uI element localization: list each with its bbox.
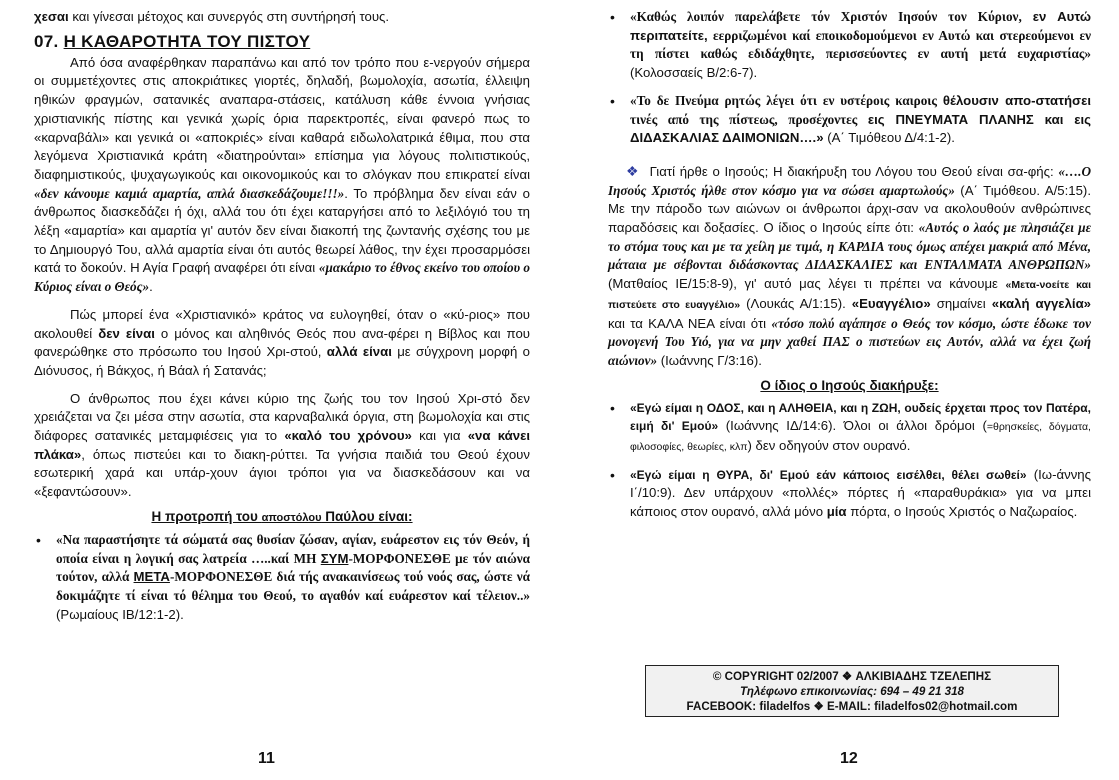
list-item: • «Εγώ είμαι η ΟΔΟΣ, και η ΑΛΗΘΕΙΑ, και η ΖΩΗ, ουδείς έρχεται προς τον Πατέρα, ειμή δι' Εμού» (Ιωάννης ΙΔ/14:6). Όλοι οι άλλοι δρόμοι (=θρησκείες, δόγματα, φιλοσοφίες, θεωρίες, κλπ) δεν οδηγούν στον ουρανό. <box>608 399 1091 457</box>
right-page <box>560 0 1119 780</box>
contact-line: FACEBOOK: filadelfos ❖ E-MAIL: filadelfos02@hotmail.com <box>686 700 1018 713</box>
continued-line: χεσαι και γίνεσαι μέτοχος και συνεργός στη συντήρησή τους. <box>34 9 390 24</box>
list-item: • «Καθώς λοιπόν παρελάβετε τόν Χριστόν Ιησούν τον Κύριον, εν Αυτώ περιπατείτε, εερριζωμένοι καί εποικοδομούμενοι εν Αυτώ και στερεούμενοι εν τη πίστει καθώς εδιδάχθητε, περισσεύοντες εν αυτή μετά ευχαριστίας» (Κολοσσαείς Β/2:6-7). <box>608 8 1091 83</box>
paragraph-why: ❖ Γιατί ήρθε ο Ιησούς; Η διακήρυξη του Λόγου του Θεού είναι σα-φής: «….Ο Ιησούς Χριστός ήλθε στον κόσμο για να σώσει αμαρτωλούς» (Α΄ Τιμόθεου. Α/5:15). Με την πάροδο των αιώνων οι άνθρωποι άρχι-σαν να ακολουθούν ανθρώπινες παραδόσεις και δοξασίες. Ο ίδιος ο Ιησούς είπε ότι: «Αυτός ο λαός με πλησιάζει με το στόμα τους και με τα χείλη με τιμά, η ΚΑΡΔΙΑ τους όμως απέχει μακριά από Μένα, μάταια με σέβονται διδάσκοντας ΔΙΔΑΣΚΑΛΙΕΣ και ΕΝΤΑΛΜΑΤΑ ΑΝΘΡΩΠΩΝ» (Ματθαίος ΙΕ/15:8-9), γι' αυτό μας λέγει τι πρέπει να κάνουμε «Μετα-νοείτε και πιστεύετε στο ευαγγέλιο» (Λουκάς Α/1:15). «Ευαγγέλιο» σημαίνει «καλή αγγελία» και τα ΚΑΛΑ ΝΕΑ είναι ότι «τόσο πολύ αγάπησε ο Θεός τον κόσμο, ώστε έδωκε τον μονογενή Του Υιό, για να μην χαθεί ΠΑΣ ο πιστεύων εις Αυτόν, αλλά να έχει ζωή αιώνιον» (Ιωάννης Γ/3:16). <box>608 162 1092 368</box>
left-page <box>0 0 556 780</box>
phone-line: Τηλέφωνο επικοινωνίας: 694 – 49 21 318 <box>739 685 965 698</box>
page-number-right: 12 <box>840 750 858 767</box>
list-item: • «Να παραστήσητε τά σώματά σας θυσίαν ζώσαν, αγίαν, ευάρεστον εις τόν Θεόν, ή οποία είναι η λογική σας λατρεία …..καί ΜΗ ΣΥΜ-ΜΟΡΦΟΝΕΣΘΕ με τόν αιώνα τούτον, αλλά ΜΕΤΑ-ΜΟΡΦΟΝΕΣΘΕ διά τής ανακαινίσεως τού νοός σας, ώστε νά δοκιμάζητε τί είναι τό θέλημα του Θεού, το αγαθόν καί ευάρεστον καί τέλειον..» (Ρωμαίους ΙΒ/12:1-2). <box>34 531 530 625</box>
exhortation-heading: Η προτροπή του αποστόλου Παύλου είναι: <box>151 508 413 524</box>
list-item: • «Το δε Πνεύμα ρητώς λέγει ότι εν υστέροις καιροις θέλουσιν απο-στατήσει τινές από της πίστεως, προσέχοντες εις ΠΝΕΥΜΑΤΑ ΠΛΑΝΗΣ και εις ΔΙΔΑΣΚΑΛΙΑΣ ΔΑΙΜΟΝΙΩΝ….» (Α΄ Τιμόθεου Δ/4:1-2). <box>608 92 1091 148</box>
right-bullet-list-top <box>608 8 1091 148</box>
left-bullet-list <box>34 531 530 625</box>
page-number-left: 11 <box>258 750 275 767</box>
declared-heading: Ο ίδιος ο Ιησούς διακήρυξε: <box>760 377 939 393</box>
list-item: • «Εγώ είμαι η ΘΥΡΑ, δι' Εμού εάν κάποιος εισέλθει, θέλει σωθεί» (Ιω-άννης Ι΄/10:9). Δεν υπάρχουν «πολλές» πόρτες ή «παραθυράκια» για να μπει κάποιος στον ουρανό, αλλά μόνο μία πόρτα, ο Ιησούς Χριστός ο Ναζωραίος. <box>608 466 1091 522</box>
paragraph-2: Πώς μπορεί ένα «Χριστιανικό» κράτος να ευλογηθεί, όταν ο «κύ-ριος» που ακολουθεί δεν είναι ο μόνος και αληθινός Θεός που ανα-φέρει η Βίβλος και που φανερώθηκε στο πρόσωπο του Ιησού Χρι-στού, αλλά είναι με σύγχρονη μορφή ο Διόνυσος, ή Βάκχος, ή Βάαλ ή Σατανάς; <box>34 306 530 378</box>
diamond-icon: ❖ <box>626 162 640 179</box>
copyright-line: © COPYRIGHT 02/2007 ❖ ΑΛΚΙΒΙΑΔΗΣ ΤΖΕΛΕΠΗΣ <box>712 670 992 683</box>
copyright-box <box>645 665 1059 717</box>
section-heading: 07. Η ΚΑΘΑΡΟΤΗΤΑ ΤΟΥ ΠΙΣΤΟΥ <box>34 31 311 51</box>
paragraph-1: Από όσα αναφέρθηκαν παραπάνω και από τον τρόπο που ε-νεργούν σήμερα οι συμμετέχοντες στις αποκριάτικες γιορτές, δηλαδή, βωμολοχία, ασωτία, έλλειψη ηθικών φραγμών, σατανικές αναπαρα-στάσεις, κατάλυση κάθε έννοια γνήσιας χριστιανικής πίστης και γενικά χωρίς όρια παρεκτροπές, είναι φανερό πως το «καρναβάλι» και γενικά οι «αποκριές» είναι καθαρά ειδωλολατρικά έθιμα, που στα λεγόμενα Χριστιανικά κράτη «διατηρούνται» επίσημα για λόγους πολιτιστικούς, διαφημιστικούς, ψυχαγωγικούς και οικονομικούς και το σλόγκαν που επικρατεί είναι «δεν κάνουμε καμιά αμαρτία, απλά διασκεδάζουμε!!!». Το πρόβλημα δεν είναι εάν ο άνθρωπος διασκεδάζει ή όχι, αλλά του ότι έχει καταργήσει από το λεξιλόγιό του τη λέξη «αμαρτία» και αμαρτία γι' αυτόν δεν είναι διακοπή της ζωντανής σχέσης του με το Δημιουργό Του, αλλά αμαρτία είναι ότι αυτός θεωρεί λάθος, την έχει προσαρμόσει κατά το δοκούν. Η Αγία Γραφή αναφέρει ότι είναι «μακάριο το έθνος εκείνο του οποίου ο Κύριος είναι ο Θεός». <box>34 54 530 295</box>
right-bullet-list-bottom <box>608 399 1091 522</box>
paragraph-3: Ο άνθρωπος που έχει κάνει κύριο της ζωής του τον Ιησού Χρι-στό δεν χρειάζεται να ζει μέσα στην ασωτία, στα καρναβαλικά όργια, στη βωμολοχία και στις διάφορες σατανικές μεταμφιέσεις για το «καλό του χρόνου» και για «να κάνει πλάκα», όπως πιστεύει και το διακη-ρύττει. Τα γνήσια παιδιά του Θεού έχουν εσωτερική χαρά και υπάρ-χουν άγιοι τρόποι για να διασκεδάσουν και να «ξεφαντώσουν». <box>34 390 530 500</box>
